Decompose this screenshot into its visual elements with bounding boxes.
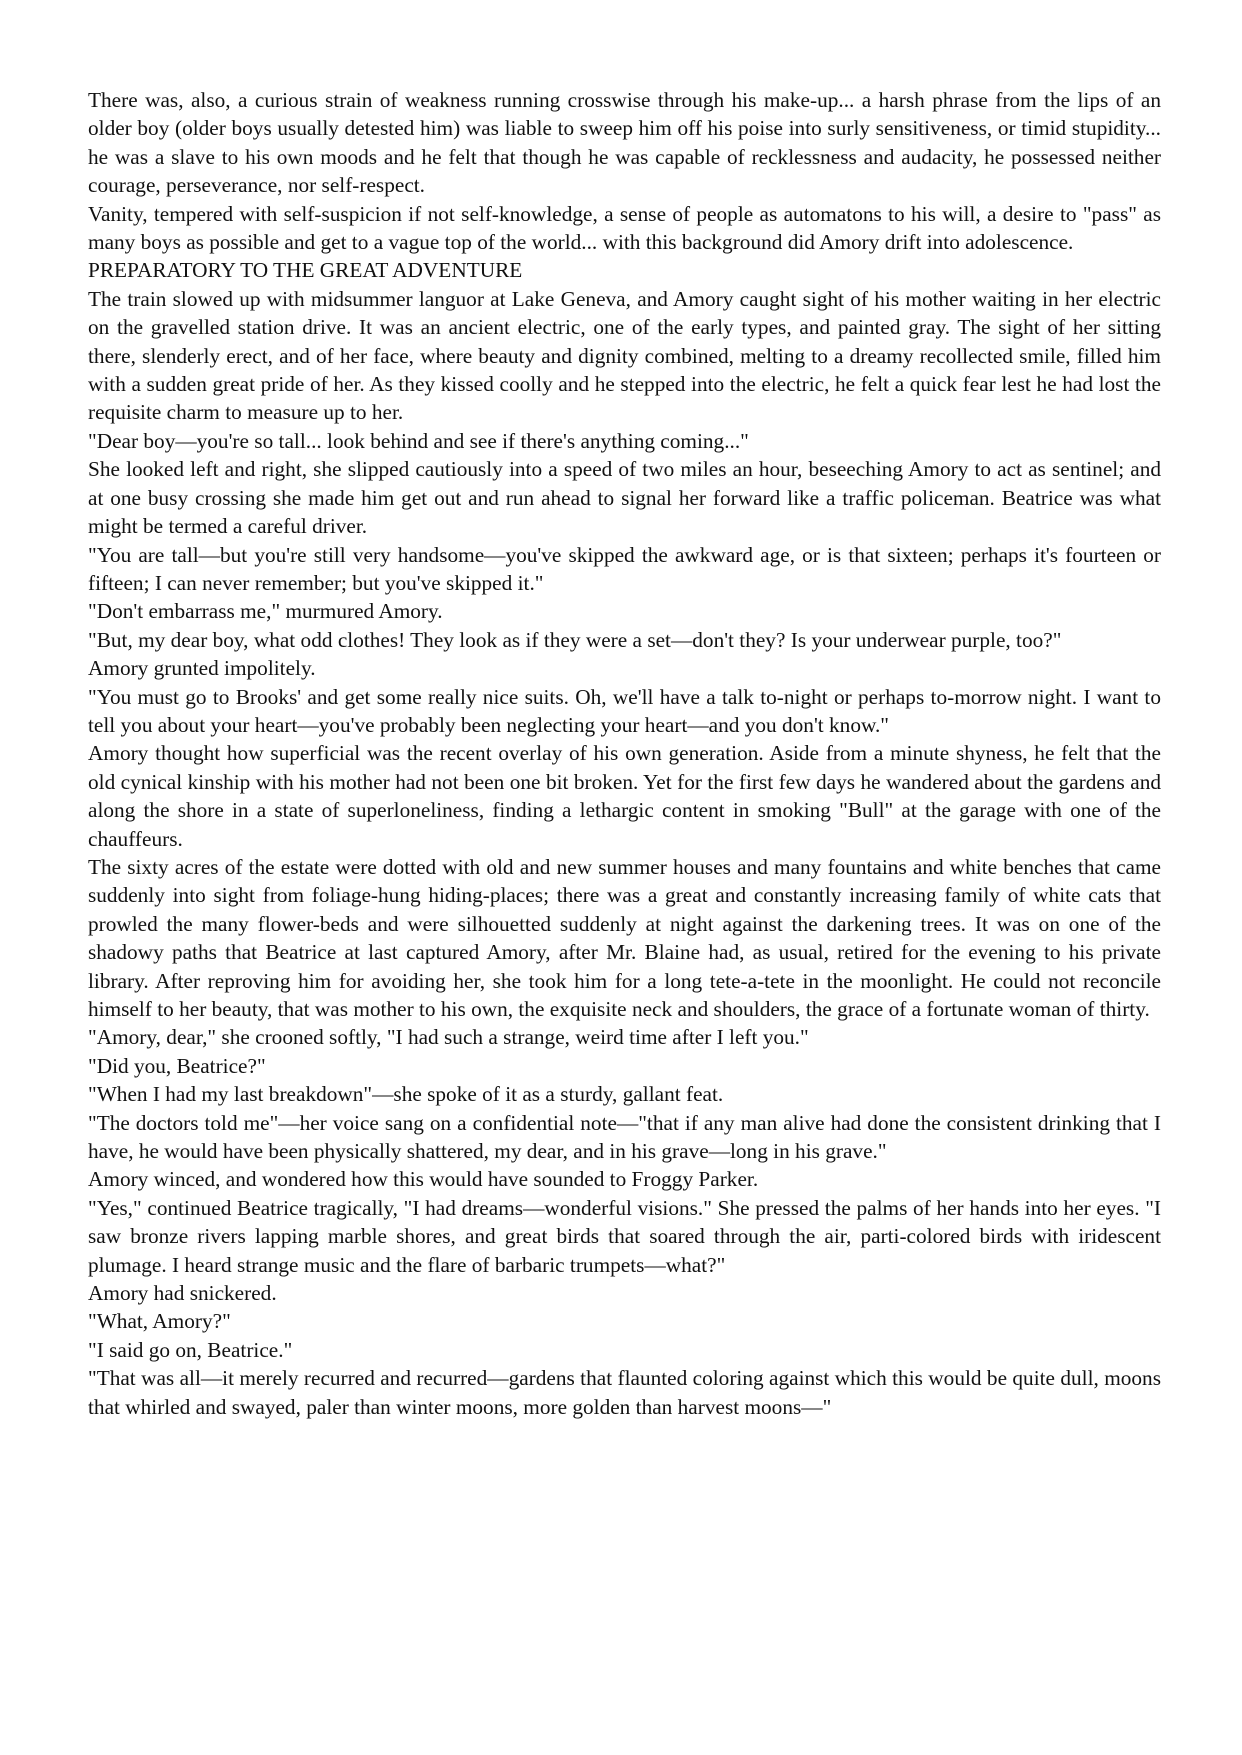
- section-heading: PREPARATORY TO THE GREAT ADVENTURE: [88, 258, 523, 283]
- paragraph-breakdown: "When I had my last breakdown"—she spoke of it as a sturdy, gallant feat.: [88, 1082, 724, 1107]
- paragraph-vanity: Vanity, tempered with self-suspicion if not self-knowledge, a sense of people as automatons to his will, a desire to "pass" as many boys as possible and get to a vague top of the world... with this background did Amory drift into adolescence.: [88, 201, 1161, 255]
- paragraph-doctors: "The doctors told me"—her voice sang on a confidential note—"that if any man alive had done the consistent drinking that I have, he would have been physically shattered, my dear, and in his grave—long in his grave.": [88, 1110, 1161, 1164]
- paragraph-grunted: Amory grunted impolitely.: [88, 656, 316, 681]
- paragraph-dont-embarrass: "Don't embarrass me," murmured Amory.: [88, 599, 443, 624]
- paragraph-odd-clothes: "But, my dear boy, what odd clothes! They look as if they were a set—don't they? Is your underwear purple, too?": [88, 627, 1062, 652]
- paragraph-estate: The sixty acres of the estate were dotted with old and new summer houses and many fountains and white benches that came suddenly into sight from foliage-hung hiding-places; there was a great and constantly increasing family of white cats that prowled the many flower-beds and were silhouetted suddenly at night against the darkening trees. It was on one of the shadowy paths that Beatrice at last captured Amory, after Mr. Blaine had, as usual, retired for the evening to his private library. After reproving him for avoiding her, she took him for a long tete-a-tete in the moonlight. He could not reconcile himself to her beauty, that was mother to his own, the exquisite neck and shoulders, the grace of a fortunate woman of thirty.: [88, 854, 1161, 1021]
- paragraph-train: The train slowed up with midsummer languor at Lake Geneva, and Amory caught sight of his mother waiting in her electric on the gravelled station drive. It was an ancient electric, one of the early types, and painted gray. The sight of her sitting there, slenderly erect, and of her face, where beauty and dignity combined, melting to a dreamy recollected smile, filled him with a sudden great pride of her. As they kissed coolly and he stepped into the electric, he felt a quick fear lest he had lost the requisite charm to measure up to her.: [88, 286, 1161, 425]
- paragraph-snickered: Amory had snickered.: [88, 1281, 277, 1306]
- paragraph-careful-driver: She looked left and right, she slipped cautiously into a speed of two miles an hour, beseeching Amory to act as sentinel; and at one busy crossing she made him get out and run ahead to signal her forward like a traffic policeman. Beatrice was what might be termed a careful driver.: [88, 457, 1161, 539]
- paragraph-visions: "Yes," continued Beatrice tragically, "I had dreams—wonderful visions." She pressed the palms of her hands into her eyes. "I saw bronze rivers lapping marble shores, and great birds that soared through the air, parti-colored birds with iridescent plumage. I heard strange music and the flare of barbaric trumpets—what?": [88, 1195, 1161, 1277]
- paragraph-go-on: "I said go on, Beatrice.": [88, 1337, 293, 1362]
- paragraph-recurred: "That was all—it merely recurred and recurred—gardens that flaunted coloring against which this would be quite dull, moons that whirled and swayed, paler than winter moons, more golden than harvest moons—": [88, 1366, 1161, 1419]
- paragraph-what-amory: "What, Amory?": [88, 1309, 231, 1334]
- paragraph-winced: Amory winced, and wondered how this would have sounded to Froggy Parker.: [88, 1167, 759, 1192]
- paragraph-brooks: "You must go to Brooks' and get some really nice suits. Oh, we'll have a talk to-night or perhaps to-morrow night. I want to tell you about your heart—you've probably been neglecting your heart—and you don't know.": [88, 684, 1161, 737]
- paragraph-dear-boy: "Dear boy—you're so tall... look behind and see if there's anything coming...": [88, 428, 749, 453]
- paragraph-weakness: There was, also, a curious strain of weakness running crosswise through his make-up... a harsh phrase from the lips of an older boy (older boys usually detested him) was liable to sweep him off his poise into surly sensitiveness, or timid stupidity... he was a slave to his own moods and he felt that though he was capable of recklessness and audacity, he possessed neither courage, perseverance, nor self-respect.: [88, 88, 1161, 198]
- paragraph-amory-dear: "Amory, dear," she crooned softly, "I had such a strange, weird time after I left you.": [88, 1025, 809, 1050]
- paragraph-you-are-tall: "You are tall—but you're still very handsome—you've skipped the awkward age, or is that sixteen; perhaps it's fourteen or fifteen; I can never remember; but you've skipped it.": [88, 542, 1161, 595]
- paragraph-superficial: Amory thought how superficial was the recent overlay of his own generation. Aside from a minute shyness, he felt that the old cynical kinship with his mother had not been one bit broken. Yet for the first few days he wandered about the gardens and along the shore in a state of superloneliness, finding a lethargic content in smoking "Bull" at the garage with one of the chauffeurs.: [88, 741, 1161, 851]
- document-page: [88, 86, 1161, 1421]
- paragraph-did-you: "Did you, Beatrice?": [88, 1053, 266, 1078]
